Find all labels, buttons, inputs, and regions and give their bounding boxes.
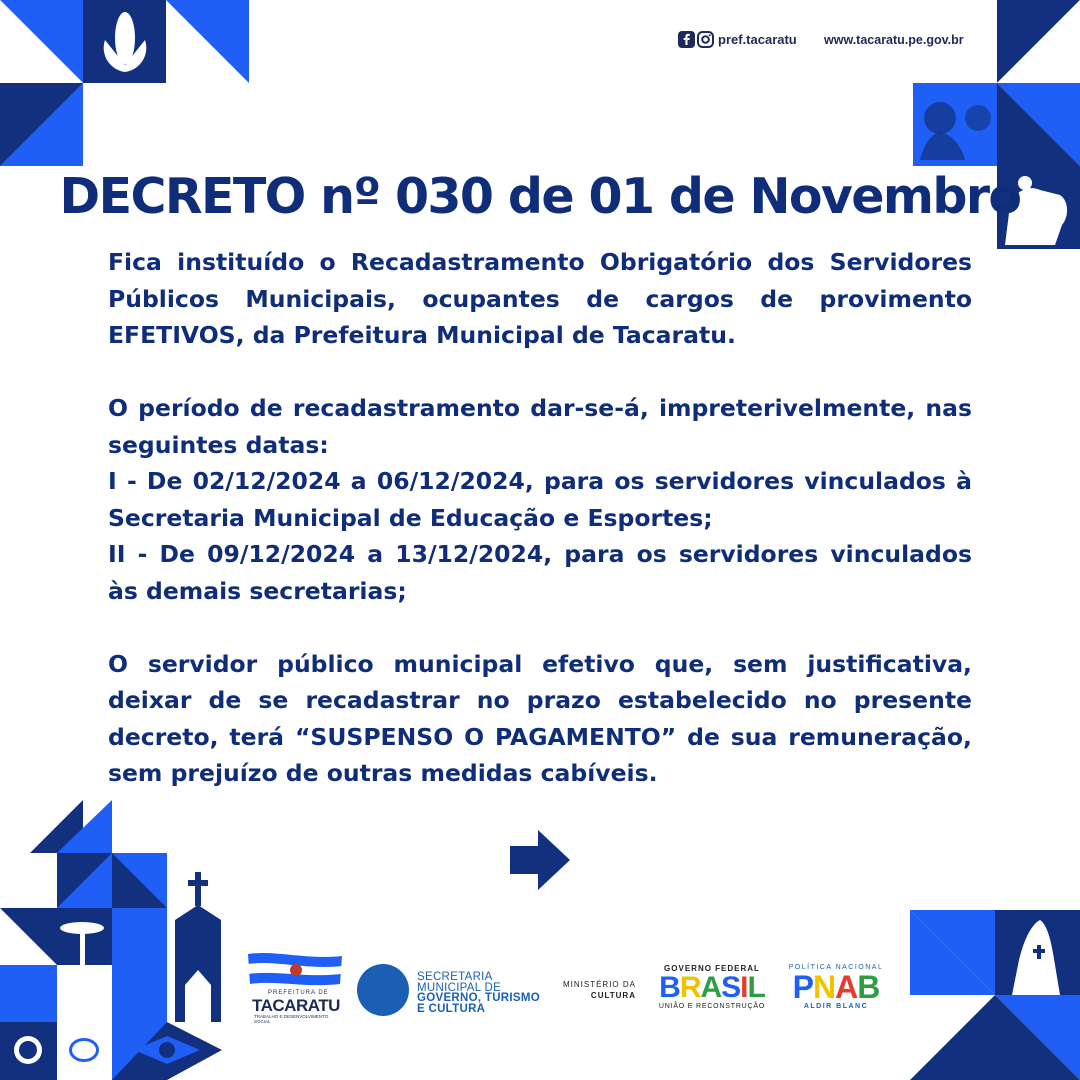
social-links [678,31,797,48]
facebook-icon[interactable] [678,31,695,48]
partner-logos [0,950,1080,1030]
arrow-right-icon[interactable] [510,830,570,890]
pnab-wordmark: PNAB [792,969,880,1005]
prefeitura-tacaratu-logo: PREFEITURA DE TACARATU TRABALHO E DESENVOLVIMENTO SOCIAL [246,950,346,1022]
pnab-logo: POLÍTICA NACIONAL PNAB ALDIR BLANC [784,964,888,1022]
governo-federal-brasil-logo: GOVERNO FEDERAL BRASIL UNIÃO E RECONSTRUÇÃO [652,964,772,1022]
secretaria-governo-logo: SECRETARIA MUNICIPAL DE GOVERNO, TURISMO E CULTURA [357,964,547,1024]
list-item: II - De 09/12/2024 a 13/12/2024, para os servidores vinculados às demais secretarias; [108,540,972,605]
ministerio-cultura-logo: MINISTÉRIO DA CULTURA [562,980,636,1000]
paragraph-period-intro: O período de recadastramento dar-se-á, impreterivelmente, nas seguintes datas: [108,394,972,459]
paragraph-penalty: O servidor público municipal efetivo que, sem justificativa, deixar de se recadastrar no prazo estabelecido no presente decreto, terá “SUSPENSO O PAGAMENTO” de sua remuneração, sem prejuízo de outras medidas cabíveis. [108,649,972,787]
flag-icon [246,950,346,994]
list-item: I - De 02/12/2024 a 06/12/2024, para os servidores vinculados à Secretaria Municipal de Educação e Esportes; [108,467,972,532]
social-handle[interactable]: pref.tacaratu [718,32,797,47]
paragraph-institution: Fica instituído o Recadastramento Obrigatório dos Servidores Públicos Municipais, ocupantes de cargos de provimento EFETIVOS, da Prefeitura Municipal de Tacaratu. [108,248,972,349]
decree-body [108,244,972,792]
page-title: DECRETO nº 030 de 01 de Novembro [59,168,1021,225]
brasil-wordmark: BRASIL [659,971,765,1004]
website-url[interactable]: www.tacaratu.pe.gov.br [824,33,964,47]
instagram-icon[interactable] [697,31,714,48]
secretaria-emblem-icon [357,964,409,1016]
